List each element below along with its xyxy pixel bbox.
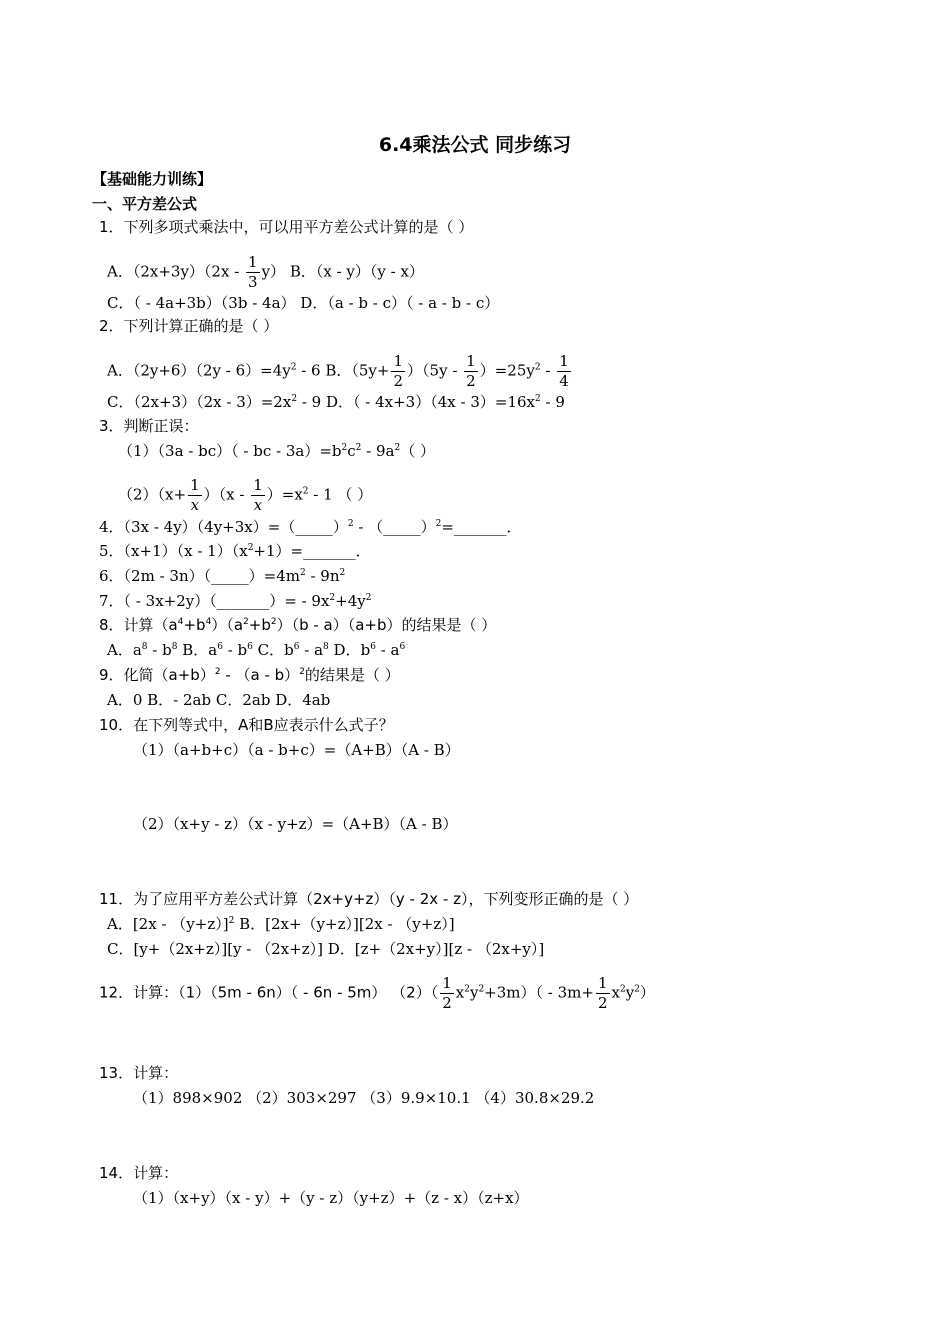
exponent: 2 bbox=[299, 568, 306, 578]
question-4 bbox=[99, 517, 521, 537]
text: D．b bbox=[328, 641, 371, 659]
fraction-one-half bbox=[440, 976, 454, 1011]
exponent: 4 bbox=[177, 617, 184, 627]
question-1-options-ab bbox=[107, 255, 424, 290]
exponent: 2 bbox=[290, 362, 297, 373]
denominator: 2 bbox=[393, 372, 404, 390]
text: （ ） bbox=[400, 442, 435, 460]
denominator: 2 bbox=[442, 994, 452, 1012]
text: y） B．（x - y）（y - x） bbox=[261, 262, 424, 281]
numerator: 1 bbox=[190, 476, 200, 494]
exponent: 6 bbox=[293, 642, 300, 652]
exponent: 2 bbox=[247, 543, 254, 553]
numerator: 1 bbox=[466, 352, 476, 370]
page-title: 6.4乘法公式 同步练习 bbox=[378, 134, 572, 156]
exponent: 2 bbox=[534, 362, 541, 373]
text: A．[2x - （y+z）] bbox=[107, 915, 229, 933]
text: ）（x - bbox=[203, 485, 250, 504]
exponent: 2 bbox=[435, 519, 442, 529]
exponent: 2 bbox=[478, 984, 485, 995]
question-10: 10．在下列等式中，A和B应表示什么式子？ bbox=[99, 716, 394, 734]
question-1: 1．下列多项式乘法中，可以用平方差公式计算的是（ ） bbox=[99, 218, 474, 236]
text: +b bbox=[248, 616, 271, 634]
text: - b bbox=[222, 641, 248, 659]
text: 12．计算：（1）（5m - 6n）（ - 6n - 5m） （2）（ bbox=[99, 983, 439, 1002]
exponent: 2 bbox=[339, 568, 346, 578]
exponent: 2 bbox=[270, 617, 277, 627]
question-5 bbox=[99, 541, 371, 561]
text: ）（a bbox=[211, 616, 244, 634]
question-2-options-cd bbox=[107, 392, 565, 412]
section-difference-of-squares: 一、平方差公式 bbox=[92, 195, 198, 213]
exponent: 6 bbox=[217, 642, 223, 652]
exponent: 2 bbox=[243, 617, 249, 627]
text: （2）（x+ bbox=[118, 485, 187, 504]
text: x bbox=[611, 983, 620, 1002]
text: - bbox=[540, 361, 556, 380]
question-12 bbox=[99, 976, 655, 1011]
text: - 9 bbox=[540, 393, 565, 411]
fraction-one-half bbox=[596, 976, 610, 1011]
fraction-one-over-x bbox=[251, 478, 265, 513]
question-9-options: A．0 B．- 2ab C．2ab D．4ab bbox=[107, 691, 331, 709]
exponent: 2 bbox=[341, 443, 348, 453]
question-6 bbox=[99, 566, 345, 586]
text: A．（2x+3y）（2x - bbox=[107, 262, 245, 281]
exponent: 2 bbox=[365, 593, 372, 603]
exponent: 8 bbox=[141, 642, 148, 652]
question-9 bbox=[99, 665, 400, 685]
exponent: 2 bbox=[347, 519, 354, 529]
text: ）（b - a）（a+b）的结果是（ ） bbox=[276, 616, 497, 634]
text: +b bbox=[183, 616, 206, 634]
question-14: 14．计算： bbox=[99, 1164, 179, 1182]
question-8-options bbox=[107, 640, 405, 660]
fraction-one-half bbox=[391, 354, 405, 389]
text: +4y bbox=[335, 592, 366, 610]
text: ） bbox=[639, 983, 655, 1002]
text: +1）=_______． bbox=[253, 542, 371, 560]
text: x bbox=[455, 983, 465, 1002]
denominator: 2 bbox=[466, 372, 476, 390]
fraction-one-third bbox=[246, 255, 260, 290]
exponent: 2 bbox=[214, 667, 221, 677]
text: 5．（x+1）（x - 1）（x bbox=[99, 542, 248, 560]
exponent: 2 bbox=[535, 394, 541, 404]
denominator: 3 bbox=[248, 273, 258, 291]
question-11-options-cd: C．[y+（2x+z）][y - （2x+z）] D．[z+（2x+y）][z - （2x+y）] bbox=[107, 940, 545, 958]
exponent: 2 bbox=[355, 443, 362, 453]
text: ）=25y bbox=[479, 361, 535, 380]
numerator: 1 bbox=[559, 352, 569, 370]
text: 6．（2m - 3n）（_____）=4m bbox=[99, 567, 300, 585]
text: y bbox=[469, 983, 479, 1002]
text: B．[2x+（y+z）][2x - （y+z）] bbox=[234, 915, 455, 933]
text: 8．计算（a bbox=[99, 616, 178, 634]
exponent: 2 bbox=[619, 984, 626, 995]
question-3: 3．判断正误： bbox=[99, 417, 199, 435]
denominator: x bbox=[253, 496, 263, 514]
numerator: 1 bbox=[597, 974, 608, 992]
text: - 1 （ ） bbox=[308, 485, 373, 504]
text: （1）（3a - bc）（ - bc - 3a）=b bbox=[118, 442, 342, 460]
fraction-one-quarter bbox=[557, 354, 571, 389]
text: - 6 B．（5y+ bbox=[296, 361, 390, 380]
denominator: x bbox=[190, 496, 200, 514]
text: B．a bbox=[177, 641, 218, 659]
denominator: 4 bbox=[559, 372, 569, 390]
question-13: 13．计算： bbox=[99, 1064, 179, 1082]
exponent: 2 bbox=[464, 984, 470, 995]
exponent: 6 bbox=[399, 642, 406, 652]
numerator: 1 bbox=[248, 253, 258, 271]
text: =_______． bbox=[441, 518, 522, 536]
exponent: 2 bbox=[291, 394, 298, 404]
exponent: 2 bbox=[228, 916, 235, 926]
text: A．a bbox=[107, 641, 142, 659]
exponent: 8 bbox=[323, 642, 329, 652]
section-basic-training: 【基础能力训练】 bbox=[92, 170, 213, 188]
fraction-one-half bbox=[464, 354, 478, 389]
question-10-part-1: （1）（a+b+c）（a - b+c）=（A+B）（A - B） bbox=[133, 741, 460, 759]
text: A．（2y+6）（2y - 6）=4y bbox=[107, 361, 291, 380]
exponent: 6 bbox=[247, 642, 253, 652]
exponent: 6 bbox=[370, 642, 376, 652]
text: - 9a bbox=[361, 442, 395, 460]
text: - （_____） bbox=[353, 518, 436, 536]
fraction-one-over-x bbox=[188, 478, 202, 513]
question-1-options-cd: C．（ - 4a+3b）（3b - 4a） D．（a - b - c）（ - a - b - c） bbox=[107, 294, 500, 312]
question-13-parts: （1）898×902 （2）303×297 （3）9.9×10.1 （4）30.8×29.2 bbox=[133, 1089, 595, 1107]
text: +3m）（ - 3m+ bbox=[484, 983, 594, 1002]
text: - b bbox=[147, 641, 172, 659]
numerator: 1 bbox=[393, 352, 404, 370]
question-14-part-1: （1）（x+y）（x - y）+（y - z）（y+z）+（z - x）（z+x） bbox=[133, 1189, 529, 1207]
exponent: 2 bbox=[394, 443, 401, 453]
text: - （a - b） bbox=[220, 666, 300, 684]
question-2: 2．下列计算正确的是（ ） bbox=[99, 317, 279, 335]
question-10-part-2: （2）（x+y - z）（x - y+z）=（A+B）（A - B） bbox=[133, 815, 458, 833]
denominator: 2 bbox=[597, 994, 608, 1012]
question-11: 11．为了应用平方差公式计算（2x+y+z）（y - 2x - z），下列变形正确的是（ ） bbox=[99, 890, 639, 908]
text: ）（5y - bbox=[407, 361, 463, 380]
exponent: 8 bbox=[171, 642, 178, 652]
text: y bbox=[625, 983, 635, 1002]
text: C．b bbox=[252, 641, 294, 659]
text: - 9n bbox=[305, 567, 340, 585]
question-3-part-2 bbox=[118, 478, 372, 513]
text: - a bbox=[299, 641, 324, 659]
question-8 bbox=[99, 615, 496, 635]
text: C．（2x+3）（2x - 3）=2x bbox=[107, 393, 292, 411]
text: - 9 D．（ - 4x+3）（4x - 3）=16x bbox=[297, 393, 535, 411]
question-3-part-1 bbox=[118, 441, 435, 461]
text: - a bbox=[375, 641, 400, 659]
exponent: 2 bbox=[302, 486, 309, 497]
numerator: 1 bbox=[442, 974, 452, 992]
text: 7．（ - 3x+2y）（_______）= - 9x bbox=[99, 592, 330, 610]
exponent: 2 bbox=[634, 984, 640, 995]
question-2-options-ab bbox=[107, 354, 573, 389]
question-11-options-ab bbox=[107, 914, 455, 934]
text: 9．化简（a+b） bbox=[99, 666, 215, 684]
question-7 bbox=[99, 591, 371, 611]
exponent: 4 bbox=[205, 617, 212, 627]
exponent: 2 bbox=[329, 593, 336, 603]
numerator: 1 bbox=[253, 476, 263, 494]
exponent: 2 bbox=[299, 667, 305, 677]
text: 的结果是（ ） bbox=[304, 666, 400, 684]
text: c bbox=[347, 442, 356, 460]
text: 4．（3x - 4y）（4y+3x）=（_____） bbox=[99, 518, 348, 536]
text: ）=x bbox=[266, 485, 303, 504]
